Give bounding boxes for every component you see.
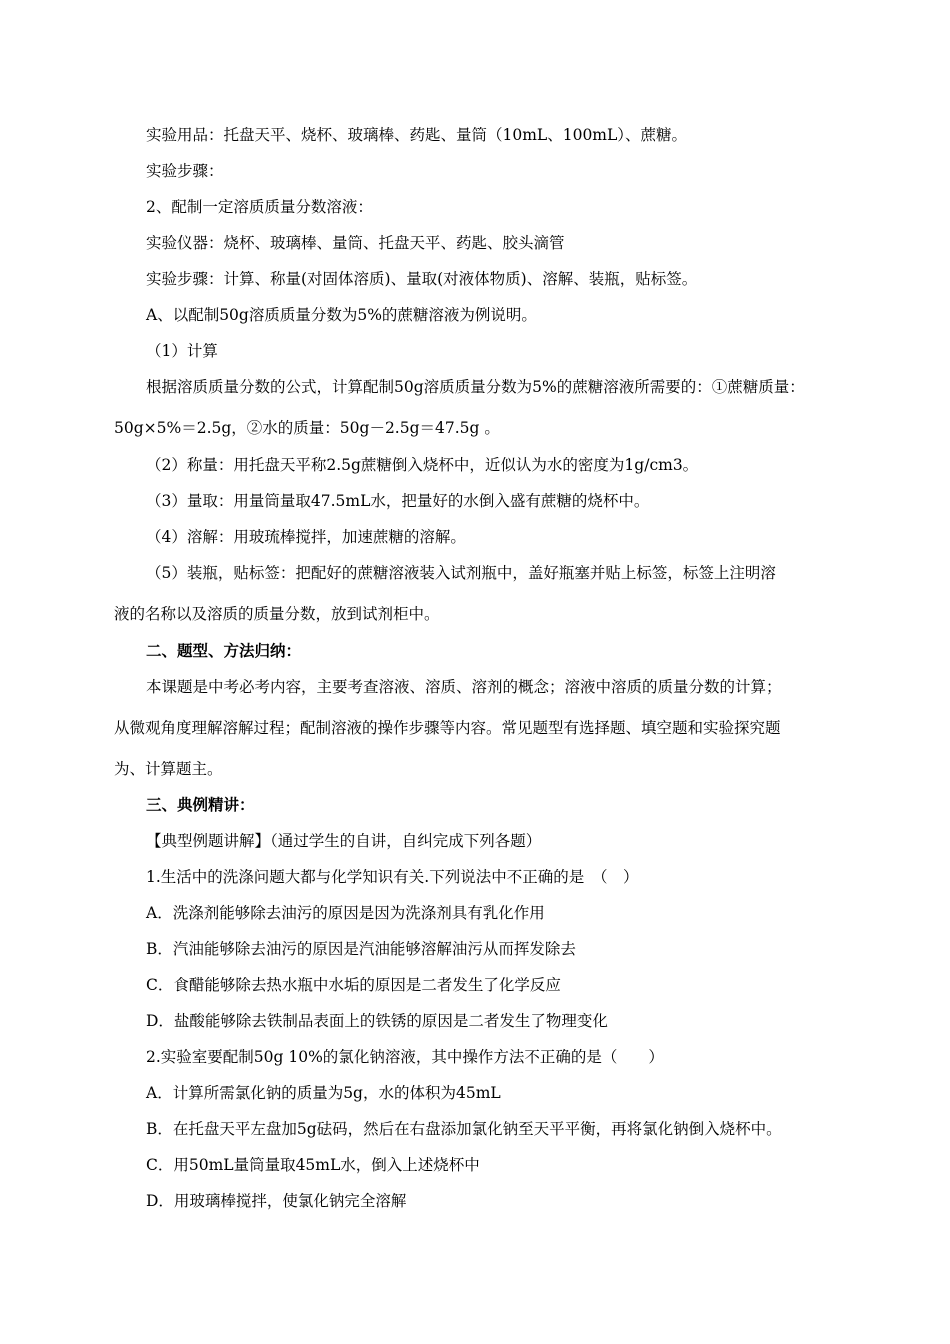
experiment-steps-label: 实验步骤： [146, 162, 224, 180]
example-intro: A、以配制50g溶质质量分数为5%的蔗糖溶液为例说明。 [146, 306, 537, 324]
summary-paragraph-line-1: 本课题是中考必考内容，主要考查溶液、溶质、溶剂的概念；溶液中溶质的质量分数的计算； [146, 678, 782, 696]
step-5-text-continued: 液的名称以及溶质的质量分数，放到试剂柜中。 [114, 605, 440, 623]
step-3-text: （3）量取：用量筒量取47.5mL水，把量好的水倒入盛有蔗糖的烧杯中。 [146, 492, 650, 510]
section-two-heading: 二、题型、方法归纳： [146, 641, 302, 660]
step-5-text: （5）装瓶，贴标签：把配好的蔗糖溶液装入试剂瓶中，盖好瓶塞并贴上标签，标签上注明溶 [146, 564, 776, 582]
experiment-steps-detail: 实验步骤：计算、称量(对固体溶质)、量取(对液体物质)、溶解、装瓶，贴标签。 [146, 270, 698, 288]
question-2-option-b: B．在托盘天平左盘加5g砝码，然后在右盘添加氯化钠至天平平衡，再将氯化钠倒入烧杯中。 [146, 1120, 782, 1138]
step-1-heading: （1）计算 [146, 342, 218, 360]
step-2-text: （2）称量：用托盘天平称2.5g蔗糖倒入烧杯中，近似认为水的密度为1g/cm3。 [146, 456, 699, 474]
examples-intro: 【典型例题讲解】（通过学生的自讲，自纠完成下列各题） [146, 832, 542, 850]
step-1-text: 根据溶质质量分数的公式，计算配制50g溶质质量分数为5%的蔗糖溶液所需要的：①蔗糖质量： [146, 378, 805, 396]
question-1-option-a: A．洗涤剂能够除去油污的原因是因为洗涤剂具有乳化作用 [146, 904, 545, 922]
summary-paragraph-line-2: 从微观角度理解溶解过程；配制溶液的操作步骤等内容。常见题型有选择题、填空题和实验探究题 [114, 719, 781, 737]
question-1-option-d: D．盐酸能够除去铁制品表面上的铁锈的原因是二者发生了物理变化 [146, 1012, 608, 1030]
experiment-supplies: 实验用品：托盘天平、烧杯、玻璃棒、药匙、量筒（10mL、100mL）、蔗糖。 [146, 126, 688, 144]
question-1-option-b: B．汽油能够除去油污的原因是汽油能够溶解油污从而挥发除去 [146, 940, 576, 958]
question-2: 2.实验室要配制50g 10%的氯化钠溶液，其中操作方法不正确的是（ ） [146, 1048, 664, 1066]
step-4-text: （4）溶解：用玻琉棒搅拌，加速蔗糖的溶解。 [146, 528, 466, 546]
experiment-instruments: 实验仪器：烧杯、玻璃棒、量筒、托盘天平、药匙、胶头滴管 [146, 234, 565, 252]
question-2-option-d: D．用玻璃棒搅拌，使氯化钠完全溶解 [146, 1192, 407, 1210]
section-2-heading: 2、配制一定溶质质量分数溶液： [146, 198, 373, 216]
step-1-text-continued: 50g×5%＝2.5g，②水的质量：50g－2.5g＝47.5g 。 [114, 419, 500, 437]
question-2-option-a: A．计算所需氯化钠的质量为5g，水的体积为45mL [146, 1084, 501, 1102]
question-1-option-c: C．食醋能够除去热水瓶中水垢的原因是二者发生了化学反应 [146, 976, 561, 994]
question-1: 1.生活中的洗涤问题大都与化学知识有关.下列说法中不正确的是 （ ） [146, 868, 639, 886]
summary-paragraph-line-3: 为、计算题主。 [114, 760, 223, 778]
section-three-heading: 三、典例精讲： [146, 795, 255, 814]
question-2-option-c: C．用50mL量筒量取45mL水，倒入上述烧杯中 [146, 1156, 480, 1174]
